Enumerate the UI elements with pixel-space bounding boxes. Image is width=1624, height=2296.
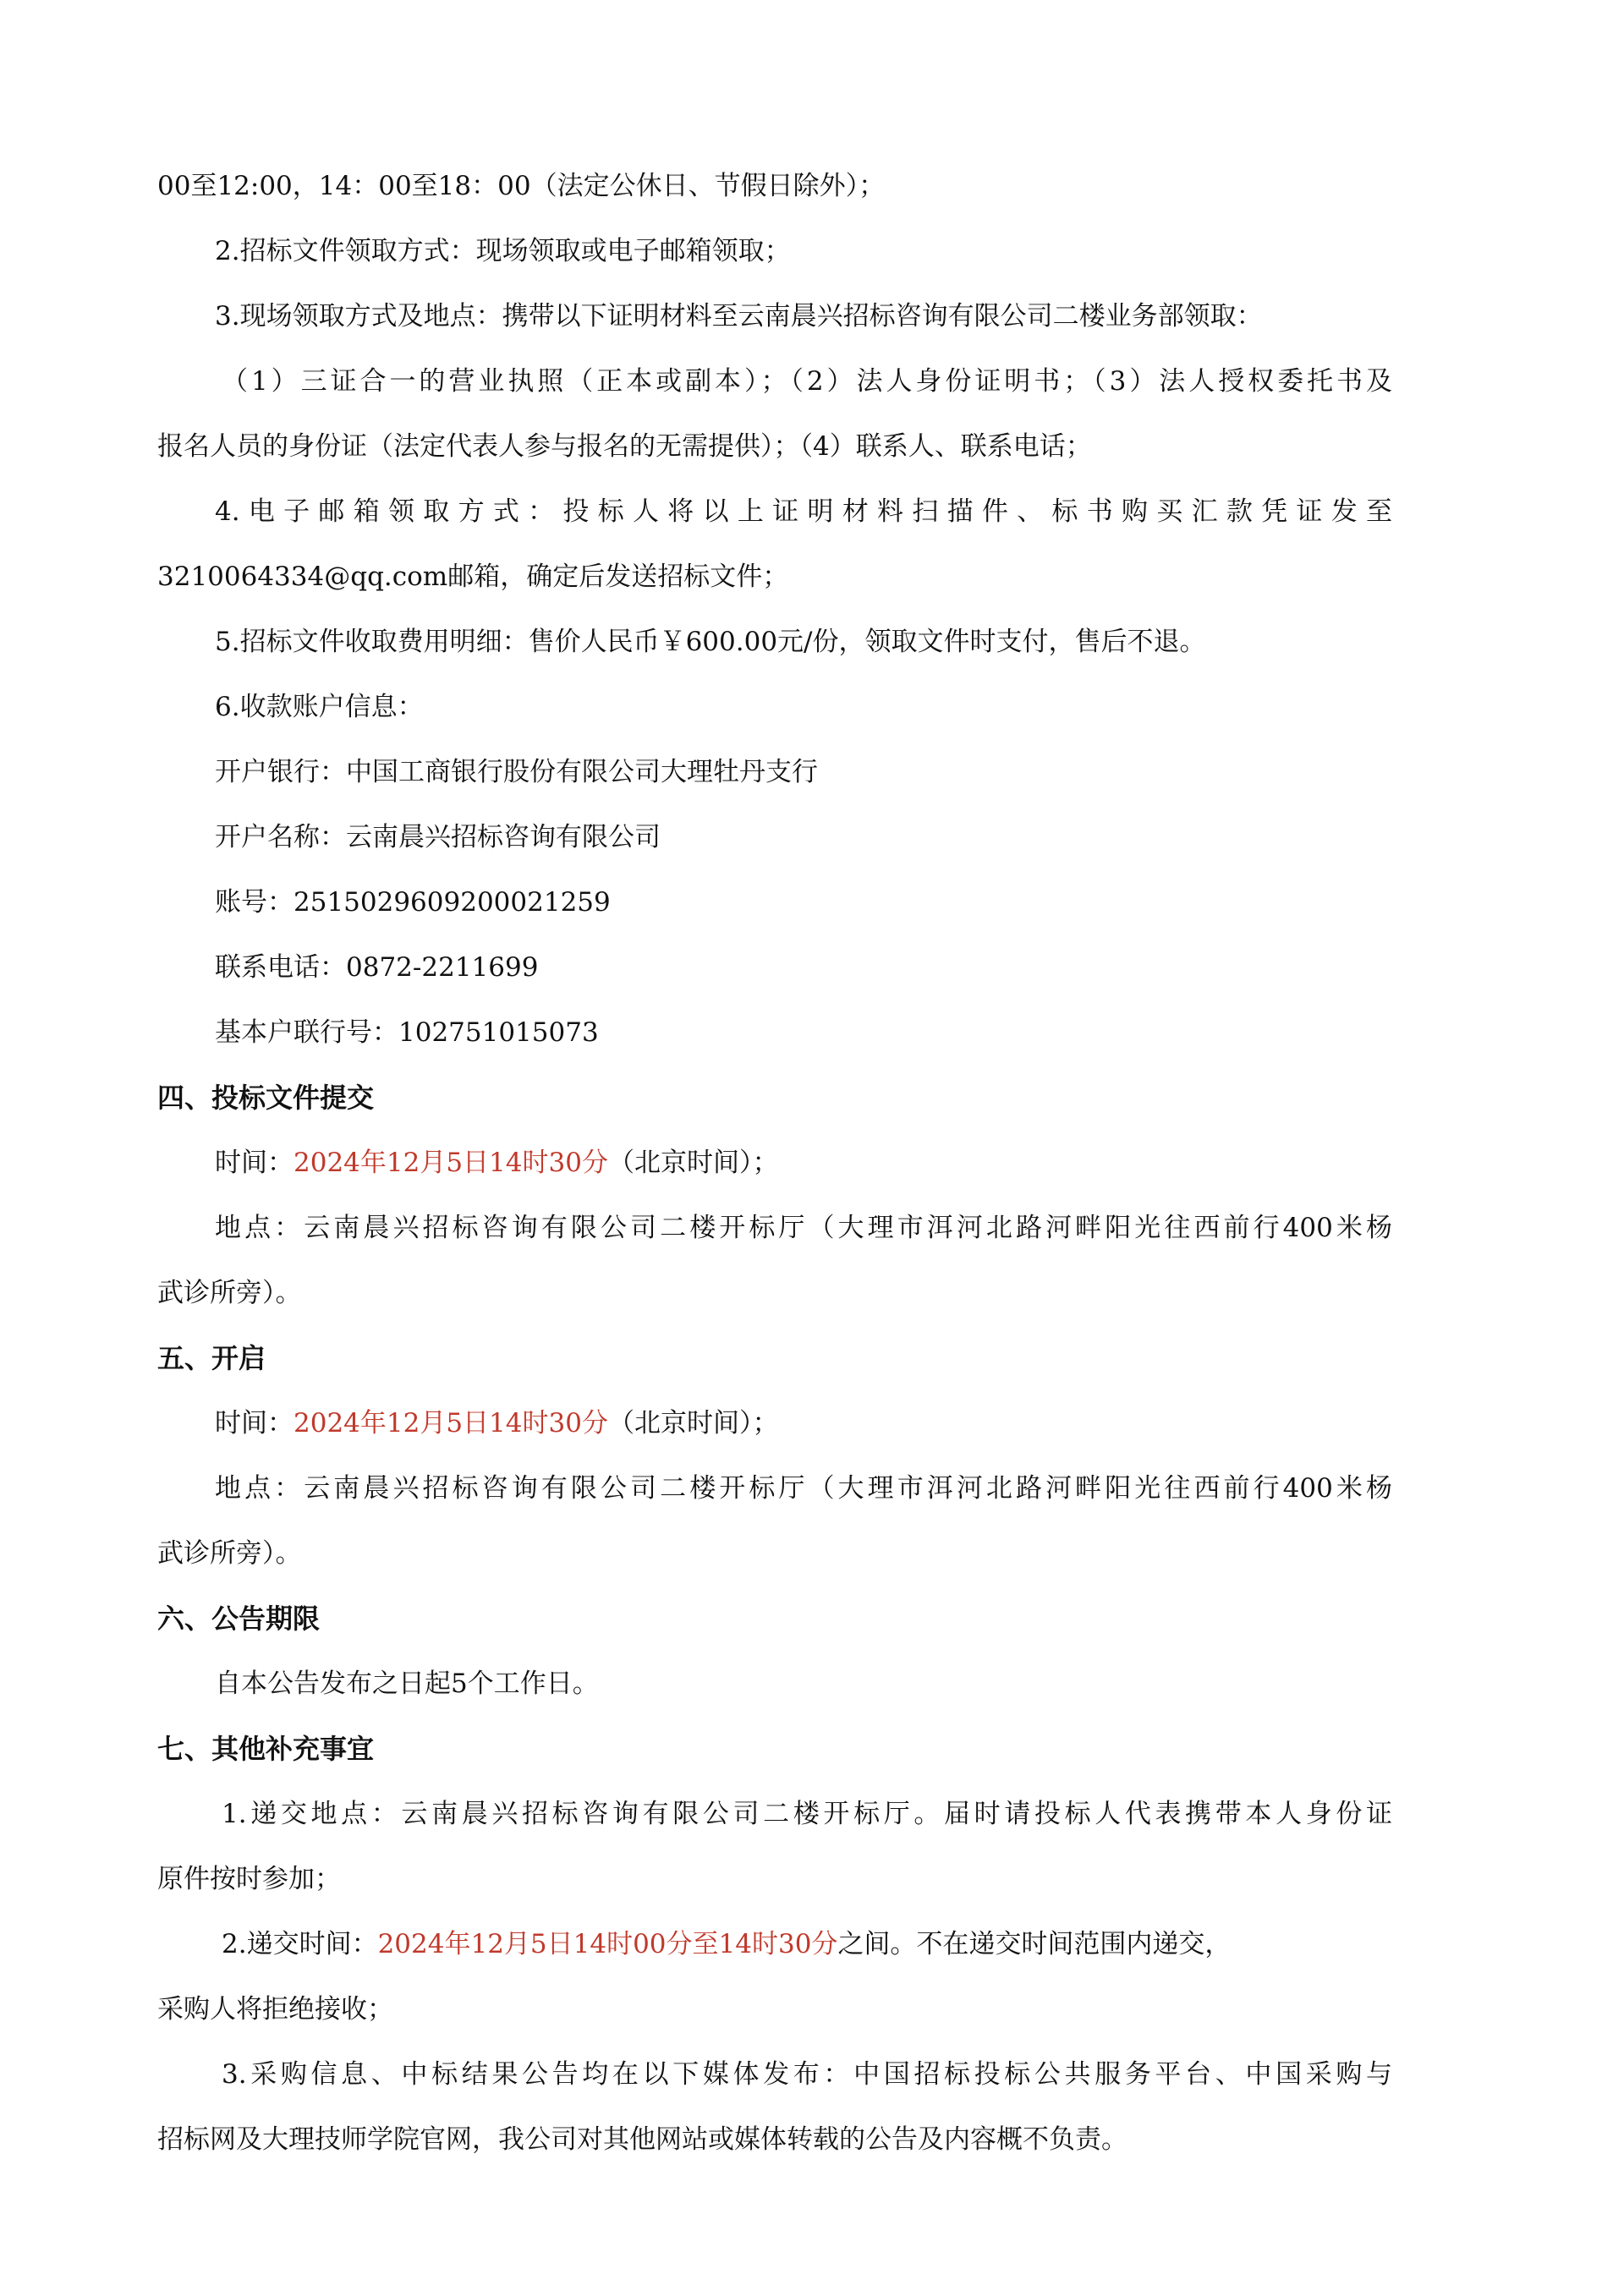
time-label: 时间： [215,1408,294,1438]
text-line: 自本公告发布之日起5个工作日。 [215,1669,599,1699]
time-suffix: （北京时间）； [607,1408,779,1438]
text-line: 账号：2515029609200021259 [215,887,611,918]
text-line: 基本户联行号：102751015073 [215,1017,599,1048]
section-heading: 六、公告期限 [157,1603,321,1635]
text-line: 开户银行：中国工商银行股份有限公司大理牡丹支行 [215,757,818,787]
text-line: 1.递交地点：云南晨兴招标咨询有限公司二楼开标厅。届时请投标人代表携带本人身份证 [222,1799,1392,1829]
time-suffix: （北京时间）； [607,1148,779,1178]
text-line: 地点：云南晨兴招标咨询有限公司二楼开标厅（大理市洱河北路河畔阳光往西前行400米杨 [215,1213,1392,1243]
text-line [215,1406,1392,1440]
time-value: 2024年12月5日14时30分 [294,1408,608,1438]
text-line: 武诊所旁）。 [157,1278,302,1308]
text-line: 原件按时参加； [157,1864,341,1894]
text-line: 6.收款账户信息： [215,692,424,722]
text-line: 采购人将拒绝接收； [157,1994,393,2025]
text-line: （1）三证合一的营业执照（正本或副本）；（2）法人身份证明书；（3）法人授权委托书及 [222,366,1392,397]
text-line: 5.招标文件收取费用明细：售价人民币￥600.00元/份，领取文件时支付，售后不退。 [215,627,1206,657]
submit-time-value: 2024年12月5日14时00分至14时30分 [377,1929,838,1959]
submit-time-label: 2.递交时间： [222,1929,378,1959]
text-line: 3.现场领取方式及地点：携带以下证明材料至云南晨兴招标咨询有限公司二楼业务部领取： [215,301,1263,332]
section-heading: 五、开启 [157,1342,266,1374]
text-line: 开户名称：云南晨兴招标咨询有限公司 [215,822,661,852]
section-heading: 四、投标文件提交 [157,1082,375,1114]
submit-time-rest: 之间。不在递交时间范围内递交， [837,1929,1232,1959]
text-line: 联系电话：0872-2211699 [215,952,539,983]
time-label: 时间： [215,1148,294,1178]
section-heading: 七、其他补充事宜 [157,1733,375,1765]
text-line: 2.招标文件领取方式：现场领取或电子邮箱领取； [215,236,791,266]
text-line [222,1927,1392,1961]
text-line: 4.电子邮箱领取方式：投标人将以上证明材料扫描件、标书购买汇款凭证发至 [215,496,1392,527]
text-line: 招标网及大理技师学院官网，我公司对其他网站或媒体转载的公告及内容概不负责。 [157,2124,1127,2155]
time-value: 2024年12月5日14时30分 [294,1148,608,1178]
text-line [215,1146,1392,1180]
text-line: 报名人员的身份证（法定代表人参与报名的无需提供）；（4）联系人、联系电话； [157,431,1092,462]
text-line: 武诊所旁）。 [157,1538,302,1569]
text-line: 00至12:00，14：00至18：00（法定公休日、节假日除外）； [157,171,886,201]
text-line: 3210064334@qq.com邮箱，确定后发送招标文件； [157,562,789,592]
text-line: 地点：云南晨兴招标咨询有限公司二楼开标厅（大理市洱河北路河畔阳光往西前行400米杨 [215,1473,1392,1504]
text-line: 3.采购信息、中标结果公告均在以下媒体发布：中国招标投标公共服务平台、中国采购与 [222,2059,1392,2090]
